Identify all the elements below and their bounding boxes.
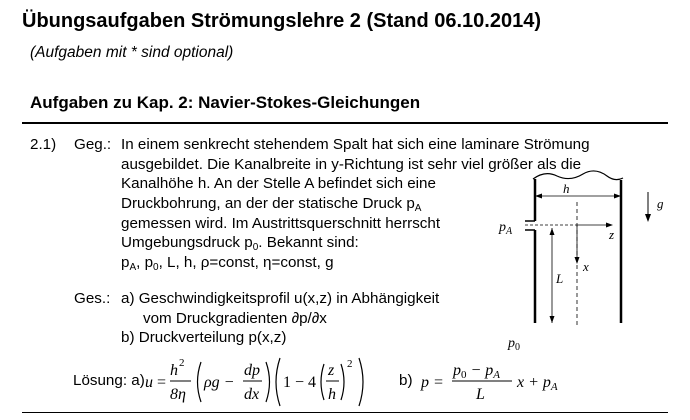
label-pA: $p_A$ — [499, 220, 513, 237]
sought-b: b) Druckverteilung p(x,z) — [121, 329, 287, 346]
label-x: x — [583, 259, 589, 274]
page-bottom-divider — [22, 412, 668, 413]
formula-b-tail: x + pA — [517, 374, 558, 393]
page-subtitle: (Aufgaben mit * sind optional) — [30, 44, 234, 61]
formula-a-u: u — [145, 374, 153, 391]
label-z: z — [609, 227, 615, 242]
formula-a-eq: = — [157, 374, 167, 391]
section-divider — [22, 122, 668, 124]
formula-a-z: z — [328, 362, 335, 379]
page-title: Übungsaufgaben Strömungslehre 2 (Stand 06.10.2014) — [22, 10, 542, 32]
given-line-7: $p_A$, $p_0$, L, h, ρ=const, η=const, g — [121, 254, 334, 273]
given-line-3: Kanalhöhe h. An der Stelle A befindet sich eine — [121, 175, 436, 192]
chapter-heading: Aufgaben zu Kap. 2: Navier-Stokes-Gleichungen — [30, 93, 421, 112]
given-line-1: In einem senkrecht stehendem Spalt hat sich eine laminare Strömung — [121, 136, 590, 153]
given-line-4: Druckbohrung, an der der statische Druck $p_A$ — [121, 195, 422, 214]
sought-a-cont: vom Druckgradienten ∂p/∂x — [143, 310, 327, 327]
formula-a-num: h — [170, 362, 178, 379]
formula-a-num-sup: 2 — [179, 357, 185, 369]
label-p0: $p_0$ — [508, 336, 520, 350]
given-line-5: gemessen wird. Im Austrittsquerschnitt herrscht — [121, 215, 441, 232]
formula-b-num: p0 − pA — [453, 362, 501, 381]
channel-diagram — [495, 150, 675, 350]
sought-label: Ges.: — [74, 290, 111, 307]
label-h: h — [563, 181, 570, 196]
formula-a-h: h — [328, 386, 336, 403]
given-label: Geg.: — [74, 136, 112, 153]
formula-a — [143, 350, 388, 412]
label-L: L — [556, 271, 564, 286]
label-g: g — [657, 196, 664, 211]
formula-a-rho-g: ρg − — [204, 374, 235, 391]
problem-number: 2.1) — [30, 136, 57, 153]
sought-a: a) Geschwindigkeitsprofil u(x,z) in Abhängigkeit — [121, 290, 440, 307]
formula-a-one: 1 − 4 — [283, 374, 317, 391]
formula-a-den: 8η — [170, 386, 186, 403]
given-line-2: ausgebildet. Die Kanalbreite in y-Richtung ist sehr viel größer als die — [121, 156, 582, 173]
formula-a-sup2: 2 — [347, 358, 353, 370]
given-line-6: Umgebungsdruck $p_0$. Bekannt sind: — [121, 234, 359, 253]
formula-b-p: p = — [421, 374, 444, 391]
formula-b-den: L — [476, 386, 485, 403]
formula-a-dp: dp — [244, 362, 260, 379]
solution-label: Lösung: a) — [73, 372, 145, 389]
solution-b-label: b) — [399, 372, 413, 389]
formula-a-dx: dx — [244, 386, 260, 403]
formula-b — [419, 350, 594, 412]
